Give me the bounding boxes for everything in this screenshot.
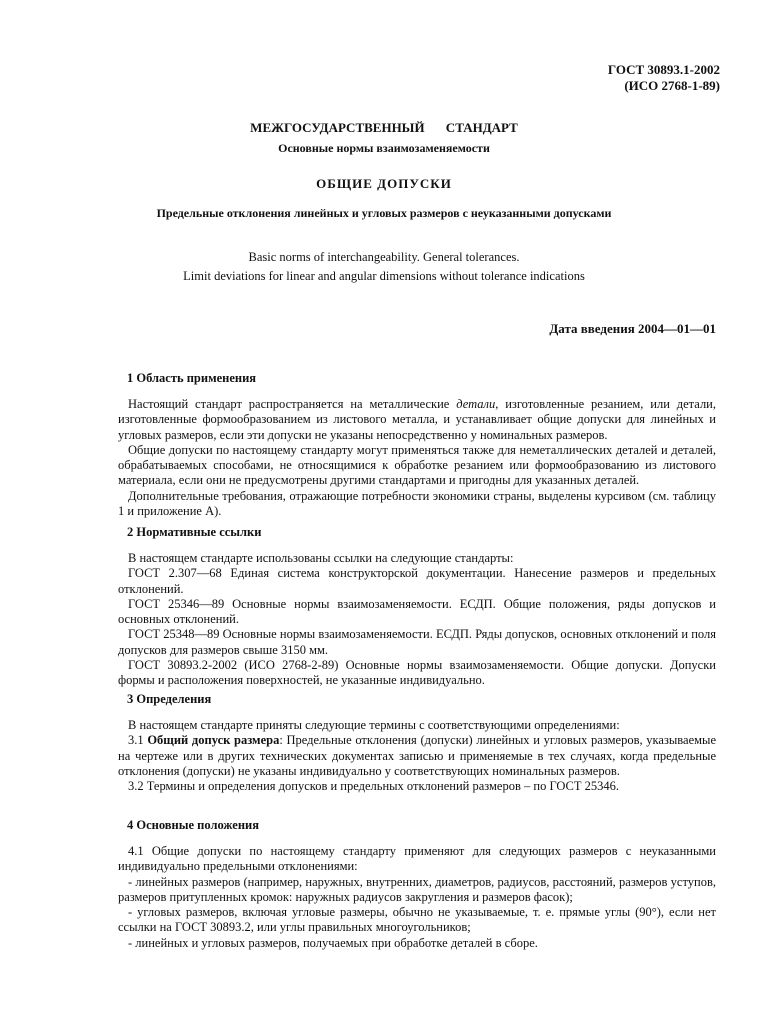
english-title-line-1: Basic norms of interchangeability. General tolerances. [248, 250, 520, 264]
list-item: - угловых размеров, включая угловые размеры, обычно не указываемые, т. е. прямые углы (90°), если нет ссылки на ГОСТ 30893.2, или углы правильных многоугольников; [118, 905, 716, 935]
section-2-body [118, 551, 716, 689]
defined-term: Общий допуск размера [147, 733, 280, 748]
reference-item: ГОСТ 25348—89 Основные нормы взаимозаменяемости. ЕСДП. Ряды допусков, основных отклонений и поля допусков для размеров свыше 3150 мм. [118, 627, 716, 657]
document-description: Предельные отклонения линейных и угловых размеров с неуказанными допусками [156, 206, 612, 220]
section-1-paragraph-3: Дополнительные требования, отражающие потребности экономики страны, выделены курсивом (см. таблицу 1 и приложение А). [118, 488, 716, 519]
standard-number: ГОСТ 30893.1-2002 [607, 62, 720, 77]
section-2-heading: 2 Нормативные ссылки [127, 525, 262, 539]
standard-designation [500, 62, 720, 94]
section-1-paragraph-1: Настоящий стандарт распространяется на металлические детали, изготовленные резанием, или детали, изготовленные формообразованием из листового металла, и устанавливает общие допуски для линейных и угловых размеров, если эти допуски не указаны непосредственно у номинальных размеров. [118, 397, 716, 442]
iso-number: (ИСО 2768-1-89) [624, 78, 720, 93]
section-1-paragraph-2: Общие допуски по настоящему стандарту могут применяться также для неметаллических деталей и деталей, обрабатываемых способами, не относящимися к обработке резанием или формообразованию из листового материала, если они не предусмотрены другими стандартами и пригодны для указанных деталей. [118, 442, 716, 488]
reference-item: ГОСТ 2.307—68 Единая система конструкторской документации. Нанесение размеров и предельных отклонений. [118, 566, 716, 596]
reference-item: ГОСТ 30893.2-2002 (ИСО 2768-2-89) Основные нормы взаимозаменяемости. Общие допуски. Допуски формы и расположения поверхностей, не указанные индивидуально. [118, 658, 716, 688]
section-4-paragraph-1: 4.1 Общие допуски по настоящему стандарту применяют для следующих размеров с неуказанными индивидуально предельными отклонениями: [118, 844, 716, 874]
section-2-intro: В настоящем стандарте использованы ссылки на следующие стандарты: [128, 551, 514, 565]
section-4-heading: 4 Основные положения [127, 818, 260, 832]
section-1-heading: 1 Область применения [127, 371, 257, 385]
list-item: - линейных и угловых размеров, получаемых при обработке деталей в сборе. [128, 935, 538, 950]
reference-item: ГОСТ 25346—89 Основные нормы взаимозаменяемости. ЕСДП. Общие положения, ряды допусков и основных отклонений. [118, 596, 716, 627]
section-3-intro: В настоящем стандарте приняты следующие термины с соответствующими определениями: [128, 718, 620, 732]
definition-3-2: 3.2 Термины и определения допусков и предельных отклонений размеров – по ГОСТ 25346. [128, 779, 620, 794]
section-3-heading: 3 Определения [127, 692, 212, 706]
list-item: - линейных размеров (например, наружных, внутренних, диаметров, радиусов, расстояний, размеров уступов, размеров притупленных кромок: наружных радиусов закругления и размеров фасок); [118, 874, 716, 904]
document-title: ОБЩИЕ ДОПУСКИ [316, 176, 452, 191]
english-title-line-2: Limit deviations for linear and angular dimensions without tolerance indications [183, 269, 585, 283]
interstate-standard-heading: МЕЖГОСУДАРСТВЕННЫЙ СТАНДАРТ [250, 120, 518, 135]
definition-3-1: 3.1 Общий допуск размера: Предельные отклонения (допуски) линейных и угловых размеров, указываемые на чертеже или в других технических документах записью и применяемые в тех случаях, когда предельные отклонения (допуски) не указаны индивидуально у соответствующих номинальных размеров. [118, 733, 716, 778]
document-subtitle: Основные нормы взаимозаменяемости [278, 141, 490, 155]
introduction-date: Дата введения 2004—01—01 [549, 321, 716, 336]
section-4-body [118, 844, 716, 951]
section-3-body [118, 718, 716, 794]
section-1-body [118, 397, 716, 519]
